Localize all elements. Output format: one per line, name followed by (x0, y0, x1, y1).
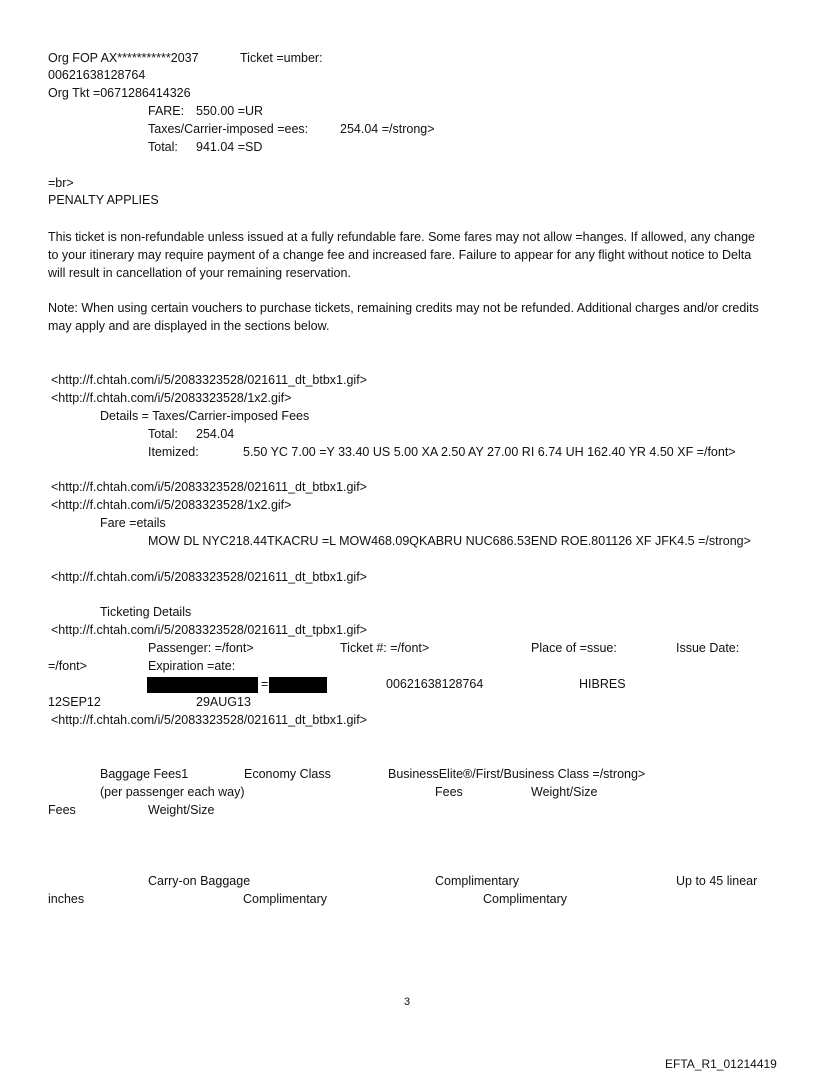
fare-label: FARE: (148, 104, 185, 118)
tax-total-label: Total: (148, 427, 178, 441)
carry-on-economy-fee: Complimentary (435, 874, 520, 888)
issue-date-label: Issue Date: (676, 641, 740, 655)
org-tkt: Org Tkt =0671286414326 (48, 86, 191, 100)
expiration-value: 29AUG13 (196, 695, 251, 709)
place-label: Place of =ssue: (531, 641, 617, 655)
ticket-value: 00621638128764 (386, 677, 484, 691)
baggage-title: Baggage Fees1 (100, 767, 189, 781)
carry-on-size: Up to 45 linear (676, 874, 758, 888)
link-tpbx[interactable]: <http://f.chtah.com/i/5/2083323528/021611_dt_tpbx1.gif> (51, 623, 367, 637)
link-btbx[interactable]: <http://f.chtah.com/i/5/2083323528/021611_dt_btbx1.gif> (51, 373, 367, 387)
font-close-tag: =/font> (48, 659, 87, 673)
ticketing-title: Ticketing Details (100, 605, 192, 619)
footer-id: EFTA_R1_01214419 (665, 1057, 777, 1071)
total-label: Total: (148, 140, 178, 154)
weight-column-header: Weight/Size (148, 803, 215, 817)
tax-total-value: 254.04 (196, 427, 235, 441)
equals-sign: = (261, 677, 269, 691)
itemized-label: Itemized: (148, 445, 199, 459)
inches-word: inches (48, 892, 85, 906)
br-tag: =br> (48, 176, 74, 190)
per-passenger-note: (per passenger each way) (100, 785, 245, 799)
link-btbx[interactable]: <http://f.chtah.com/i/5/2083323528/021611_dt_btbx1.gif> (51, 570, 367, 584)
note-paragraph: Note: When using certain vouchers to purchase tickets, remaining credits may not be refunded. Additional charges and/or credits may apply and are displayed in the sections below. (48, 301, 759, 333)
business-header: BusinessElite®/First/Business Class =/strong> (388, 767, 646, 781)
page-number: 3 (404, 996, 411, 1008)
ticket-number-label: Ticket =umber: (240, 51, 323, 65)
taxes-label: Taxes/Carrier-imposed =ees: (148, 122, 309, 136)
ticket-number: 00621638128764 (48, 68, 146, 82)
refund-paragraph: This ticket is non-refundable unless issued at a fully refundable fare. Some fares may not allow =hanges. If allowed, any change to your itinerary may require payment of a change fee and increased fare. Failure to appear for any flight without notice to Delta will result in cancellation of your remaining reservation. (48, 230, 756, 280)
link-btbx[interactable]: <http://f.chtah.com/i/5/2083323528/021611_dt_btbx1.gif> (51, 480, 367, 494)
link-1x2[interactable]: <http://f.chtah.com/i/5/2083323528/1x2.gif> (51, 391, 292, 405)
economy-header: Economy Class (244, 767, 331, 781)
total-value: 941.04 =SD (196, 140, 263, 154)
itemized-value: 5.50 YC 7.00 =Y 33.40 US 5.00 XA 2.50 AY 27.00 RI 6.74 UH 162.40 YR 4.50 XF =/font> (243, 445, 736, 459)
taxes-value: 254.04 =/strong> (340, 122, 435, 136)
link-1x2[interactable]: <http://f.chtah.com/i/5/2083323528/1x2.gif> (51, 498, 292, 512)
passenger-label: Passenger: =/font> (148, 641, 254, 655)
carry-on-business-fee: Complimentary (243, 892, 328, 906)
ticket-label: Ticket #: =/font> (340, 641, 430, 655)
redaction-block (147, 677, 258, 693)
expiration-label: Expiration =ate: (148, 659, 236, 673)
place-value: HIBRES (579, 677, 626, 691)
carry-on-business-size: Complimentary (483, 892, 568, 906)
tax-details-title: Details = Taxes/Carrier-imposed Fees (100, 409, 310, 423)
org-fop: Org FOP AX***********2037 (48, 51, 199, 65)
weight-column-header: Weight/Size (531, 785, 598, 799)
fare-calc: MOW DL NYC218.44TKACRU =L MOW468.09QKABRU NUC686.53END ROE.801126 XF JFK4.5 =/strong> (148, 534, 751, 548)
issue-date-value: 12SEP12 (48, 695, 101, 709)
fees-column-header: Fees (48, 803, 76, 817)
redaction-block (269, 677, 327, 693)
penalty-heading: PENALTY APPLIES (48, 193, 159, 207)
link-btbx[interactable]: <http://f.chtah.com/i/5/2083323528/021611_dt_btbx1.gif> (51, 713, 367, 727)
carry-on-label: Carry-on Baggage (148, 874, 251, 888)
fees-column-header: Fees (435, 785, 463, 799)
fare-value: 550.00 =UR (196, 104, 264, 118)
fare-details-title: Fare =etails (100, 516, 166, 530)
